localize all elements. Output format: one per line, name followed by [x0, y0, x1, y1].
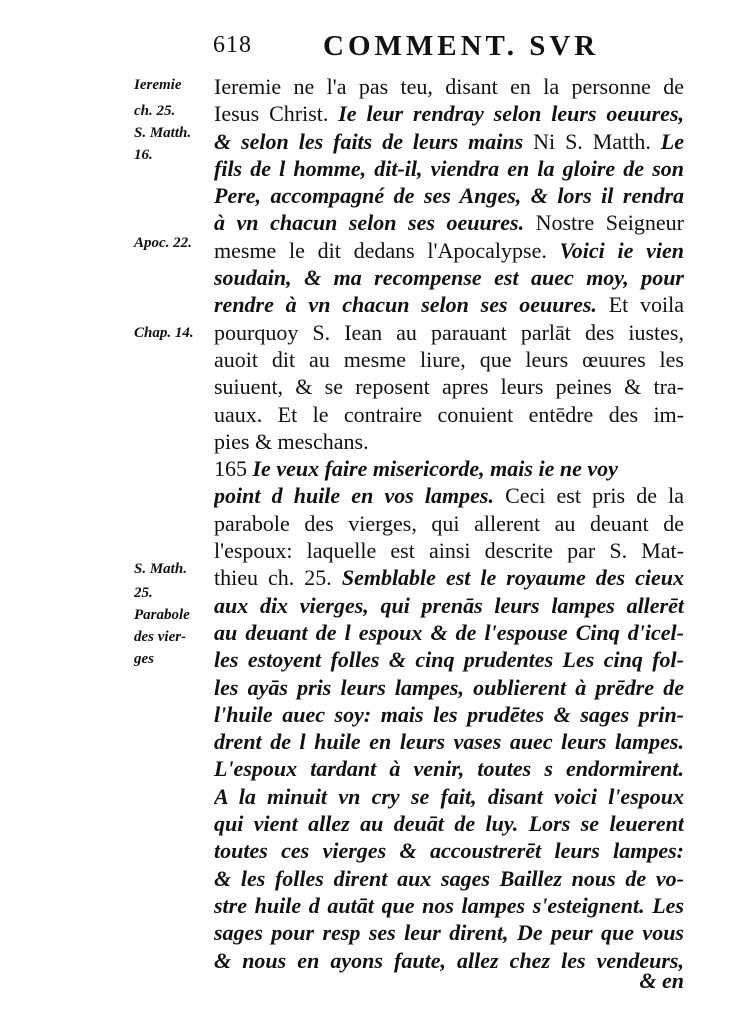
italic-segment: qui vient allez au deuāt de luy. Lors se leuerent: [214, 811, 684, 837]
text-line: [214, 755, 684, 782]
text-line: [214, 346, 684, 373]
roman-segment: thieu ch. 25.: [214, 565, 342, 591]
text-line: [214, 100, 684, 127]
italic-segment: A la minuit vn cry se fait, disant voici l'espoux: [214, 783, 684, 809]
italic-segment: sages pour resp ses leur dirent, De peur que vous: [214, 920, 684, 946]
italic-segment: & selon les faits de leurs mains: [214, 128, 534, 154]
text-line: [214, 947, 684, 974]
roman-segment: pourquoy S. Iean au parauant parlāt des iustes,: [214, 319, 684, 345]
text-line: [214, 482, 684, 509]
italic-segment: aux dix vierges, qui prenās leurs lampes allerēt: [214, 592, 684, 618]
text-line: [214, 510, 684, 537]
italic-segment: Le: [660, 128, 684, 154]
italic-segment: & les folles dirent aux sages Baillez nous de vo-: [214, 865, 684, 891]
italic-segment: les estoyent folles & cinq prudentes Les cinq fol-: [214, 647, 684, 673]
roman-segment: 165: [214, 456, 253, 482]
text-line: [214, 291, 684, 318]
roman-segment: Nostre Seigneur: [535, 210, 684, 236]
text-line: [214, 619, 684, 646]
margin-note: 16.: [134, 147, 153, 163]
italic-segment: Semblable est le royaume des cieux: [341, 565, 684, 591]
roman-segment: Et voila: [608, 292, 684, 318]
text-line: [214, 428, 684, 455]
roman-segment: parabole des vierges, qui allerent au deuant de: [214, 510, 684, 536]
italic-segment: & nous en ayons faute, allez chez les vendeurs,: [214, 947, 684, 973]
roman-segment: Ieremie ne l'a pas teu, disant en la personne de: [214, 74, 684, 99]
text-line: [214, 592, 684, 619]
italic-segment: drent de l huile en leurs vases auec leurs lampes.: [214, 729, 684, 755]
text-line: [214, 701, 684, 728]
text-line: [214, 73, 684, 100]
margin-note: Chap. 14.: [134, 325, 194, 341]
italic-segment: au deuant de l espoux & de l'espouse Cinq d'icel-: [214, 619, 684, 645]
roman-segment: Ceci est pris de la: [505, 483, 684, 509]
roman-segment: Ni S. Matth.: [533, 128, 661, 154]
italic-segment: toutes ces vierges & accoustrerēt leurs lampes:: [214, 838, 684, 864]
roman-segment: suiuent, & se reposent apres leurs peines & tra-: [214, 374, 684, 400]
italic-segment: Ie leur rendray selon leurs oeuures,: [338, 101, 684, 127]
italic-segment: à vn chacun selon ses oeuures.: [214, 210, 536, 236]
text-line: [214, 564, 684, 591]
page-header: [213, 28, 683, 68]
text-line: [214, 209, 684, 236]
italic-segment: l'huile auec soy: mais les prudētes & sages prin-: [214, 701, 684, 727]
text-line: [214, 919, 684, 946]
italic-segment: stre huile d autāt que nos lampes s'esteignent. Les: [214, 892, 684, 918]
roman-segment: uaux. Et le contraire conuient entēdre des im-: [214, 401, 684, 427]
text-line: [214, 319, 684, 346]
margin-note: des vier-: [134, 629, 187, 645]
italic-segment: Voici ie vien: [559, 237, 684, 263]
roman-segment: mesme le dit dedans l'Apocalypse.: [214, 237, 560, 263]
text-line: [214, 455, 684, 482]
margin-note: 25.: [134, 585, 153, 601]
text-line: [214, 728, 684, 755]
margin-note: Ieremie: [134, 77, 182, 93]
text-line: [214, 865, 684, 892]
roman-segment: Iesus Christ.: [214, 101, 339, 127]
italic-segment: les ayās pris leurs lampes, oublierent à prēdre de: [214, 674, 684, 700]
italic-segment: Pere, accompagné de ses Anges, & lors il rendra: [214, 183, 684, 209]
margin-note: Apoc. 22.: [134, 235, 192, 251]
margin-note: S. Math.: [134, 561, 187, 577]
margin-note: S. Matth.: [134, 125, 192, 141]
roman-segment: auoit dit au mesme liure, que leurs œuures les: [214, 346, 684, 372]
text-line: [214, 810, 684, 837]
italic-segment: rendre à vn chacun selon ses oeuures.: [214, 292, 609, 318]
italic-segment: fils de l homme, dit-il, viendra en la gloire de son: [214, 155, 684, 181]
text-line: [214, 264, 684, 291]
italic-segment: L'espoux tardant à venir, toutes s endormirent.: [214, 756, 684, 782]
text-line: [214, 837, 684, 864]
text-line: [214, 128, 684, 155]
text-line: [214, 155, 684, 182]
margin-note: ch. 25.: [134, 103, 176, 119]
catchword: & en: [639, 968, 684, 993]
margin-note: ges: [134, 651, 154, 667]
italic-segment: soudain, & ma recompense est auec moy, pour: [214, 265, 684, 291]
text-line: [214, 373, 684, 400]
text-line: [214, 237, 684, 264]
page-number: 618: [213, 32, 252, 58]
text-line: [214, 783, 684, 810]
text-line: [214, 401, 684, 428]
running-title: COMMENT. SVR: [323, 30, 600, 62]
roman-segment: pies & meschans.: [214, 428, 369, 454]
text-line: [214, 537, 684, 564]
text-line: [214, 646, 684, 673]
italic-segment: Ie veux faire misericorde, mais ie ne voy: [252, 456, 618, 482]
text-line: [214, 892, 684, 919]
roman-segment: l'espoux: laquelle est ainsi descrite par S. Mat-: [214, 538, 684, 564]
text-line: [214, 182, 684, 209]
text-line: [214, 674, 684, 701]
margin-note: Parabole: [134, 607, 190, 623]
italic-segment: point d huile en vos lampes.: [214, 483, 506, 509]
body-text: [214, 73, 684, 974]
